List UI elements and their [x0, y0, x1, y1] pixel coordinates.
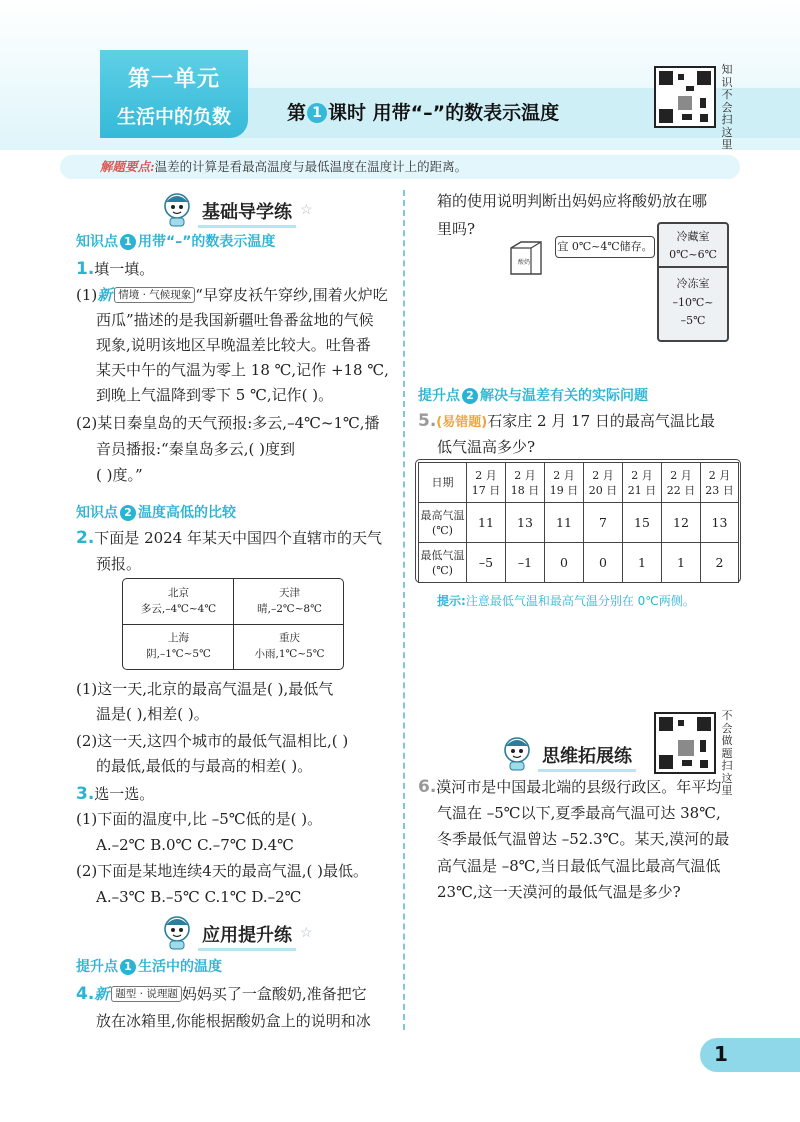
mascot-icon	[498, 734, 536, 772]
q4-line-2: 放在冰箱里,你能根据酸奶盒上的说明和冰	[96, 1012, 371, 1030]
q1-p1-line-1: (1)新 情境 · 气候现象 “早穿皮袄午穿纱,围着火炉吃	[76, 286, 388, 304]
q3-line-1: (1)下面的温度中,比 –5℃低的是( )。	[76, 810, 323, 828]
table-cell: 15	[623, 503, 662, 543]
q1-p1-line-3: 现象,说明该地区早晚温差比较大。吐鲁番	[96, 336, 371, 354]
q3-line-4: A.–3℃ B.–5℃ C.1℃ D.–2℃	[96, 888, 302, 906]
star-icon: ☆	[300, 202, 313, 218]
city-cell: 北京 多云,–4℃~4℃	[140, 587, 217, 615]
lesson-title	[287, 98, 559, 125]
q2-line-2: 预报。	[96, 555, 142, 573]
milk-carton-icon	[505, 240, 547, 276]
table-cell: 13	[506, 503, 545, 543]
kp2: 知识点 2 温度高低的比较	[76, 505, 236, 521]
tip-text: 温差的计算是看最高温度与最低温度在温度计上的距离。	[154, 159, 468, 174]
table-cell: –1	[506, 543, 545, 583]
table-cell: 0	[545, 543, 584, 583]
date-cell: 2 月 17 日	[467, 463, 506, 503]
q6-line-5: 23℃,这一天漠河的最低气温是多少?	[437, 883, 681, 901]
unit-badge	[100, 50, 248, 138]
table-cell: 1	[623, 543, 662, 583]
table-cell: 12	[662, 503, 701, 543]
fridge-bottom-range-1: –10℃~	[672, 296, 714, 309]
date-cell: 2 月 22 日	[662, 463, 701, 503]
lesson-title-text: 课时 用带“–”的数表示温度	[328, 102, 560, 124]
q3-title: 3.选一选。	[76, 784, 155, 804]
table-cell: 2	[701, 543, 739, 583]
q2-sub-4: 的最低,最低的与最高的相差( )。	[96, 757, 313, 775]
qr-side-text: 不 会 做 题 扫 这 里	[721, 709, 733, 797]
q1-p1-line-4: 某天中午的气温为零上 18 ℃,记作 +18 ℃,	[96, 361, 389, 379]
tip-bar	[60, 155, 740, 179]
column-divider	[403, 190, 405, 1030]
q6-line-1: 6.漠河市是中国最北端的县级行政区。年平均	[418, 777, 722, 797]
q5-hint: 提示:注意最低气温和最高气温分别在 0℃两侧。	[437, 594, 695, 608]
q4-line-1: 4.新 题型 · 说理题 妈妈买了一盒酸奶,准备把它	[76, 984, 367, 1004]
qr-side-text: 知 识 不 会 扫 这 里	[721, 63, 733, 151]
row-label-min: 最低气温 (℃)	[419, 543, 467, 583]
q2-sub-2: 温是( ),相差( )。	[96, 705, 209, 723]
table-cell: 7	[584, 503, 623, 543]
q2-sub-3: (2)这一天,这四个城市的最低气温相比,( )	[76, 732, 349, 750]
q4-line-3: 箱的使用说明判断出妈妈应将酸奶放在哪	[437, 192, 708, 210]
qr-code-icon[interactable]	[654, 712, 716, 774]
city-cell: 上海 阴,–1℃~5℃	[146, 632, 211, 660]
table-cell: –5	[467, 543, 506, 583]
storage-bubble: 宜 0℃~4℃储存。	[555, 236, 655, 258]
date-cell: 2 月 20 日	[584, 463, 623, 503]
table-cell: 11	[467, 503, 506, 543]
tp2: 提升点 2 解决与温差有关的实际问题	[418, 388, 648, 404]
tp1: 提升点 1 生活中的温度	[76, 959, 222, 975]
q2-line-1: 2.下面是 2024 年某天中国四个直辖市的天气	[76, 528, 383, 548]
table-header: 日期	[419, 463, 467, 503]
q1-p1-line-2: 西瓜”描述的是我国新疆吐鲁番盆地的气候	[96, 311, 374, 329]
q2-sub-1: (1)这一天,北京的最高气温是( ),最低气	[76, 680, 334, 698]
mascot-icon	[158, 913, 196, 951]
section-extend-title: 思维拓展练	[538, 742, 636, 772]
city-cell: 天津 晴,–2℃~8℃	[257, 587, 322, 615]
q1-p2-line-3: ( )度。”	[96, 466, 143, 484]
lesson-number: 1	[307, 103, 327, 123]
qr-code-icon[interactable]	[654, 66, 716, 128]
table-cell: 1	[662, 543, 701, 583]
section-apply-title: 应用提升练	[198, 921, 296, 951]
lesson-prefix: 第	[287, 102, 307, 124]
mascot-icon	[158, 190, 196, 228]
fridge-top-label: 冷藏室	[676, 230, 710, 243]
table-cell: 0	[584, 543, 623, 583]
q6-line-4: 高气温是 –8℃,当日最低气温比最高气温低	[437, 857, 721, 875]
q1-p2-line-1: (2)某日秦皇岛的天气预报:多云,–4℃~1℃,播	[76, 414, 380, 432]
table-cell: 11	[545, 503, 584, 543]
date-cell: 2 月 23 日	[701, 463, 739, 503]
q5-line-2: 低气温高多少?	[437, 438, 536, 456]
date-cell: 2 月 19 日	[545, 463, 584, 503]
q1-title: 1.填一填。	[76, 259, 155, 279]
table-cell: 13	[701, 503, 739, 543]
unit-title: 第一单元	[127, 66, 220, 92]
q1-p1-line-5: 到晚上气温降到零下 5 ℃,记作( )。	[96, 386, 334, 404]
section-basic-title: 基础导学练	[198, 198, 296, 228]
q3-line-2: A.–2℃ B.0℃ C.–7℃ D.4℃	[96, 836, 294, 854]
page-number-text: 1	[714, 1042, 728, 1066]
q4-line-4: 里吗?	[437, 220, 476, 238]
q6-line-2: 气温在 –5℃以下,夏季最高气温可达 38℃,	[437, 804, 721, 822]
svg-text:酸奶: 酸奶	[518, 259, 531, 266]
unit-subtitle: 生活中的负数	[116, 106, 231, 128]
kp1: 知识点 1 用带“–”的数表示温度	[76, 234, 276, 250]
date-cell: 2 月 21 日	[623, 463, 662, 503]
fridge-bottom-label: 冷冻室	[676, 277, 710, 290]
fridge-top-range: 0℃~6℃	[669, 248, 717, 261]
tip-label: 解题要点:	[100, 159, 155, 174]
row-label-max: 最高气温 (℃)	[419, 503, 467, 543]
q5-line-1: 5.(易错题)石家庄 2 月 17 日的最高气温比最	[418, 411, 715, 431]
city-weather-table	[122, 578, 344, 670]
fridge-bottom-range-2: –5℃	[680, 314, 706, 327]
city-cell: 重庆 小雨,1℃~5℃	[254, 632, 325, 660]
q6-line-3: 冬季最低气温曾达 –52.3℃。某天,漠河的最	[437, 830, 730, 848]
q1-p2-line-2: 音员播报:“秦皇岛多云,( )度到	[96, 440, 295, 458]
page-number	[700, 1038, 800, 1072]
q3-line-3: (2)下面是某地连续4天的最高气温,( )最低。	[76, 862, 369, 880]
temperature-table	[418, 462, 739, 583]
fridge-icon	[657, 222, 729, 342]
star-icon: ☆	[300, 925, 313, 941]
date-cell: 2 月 18 日	[506, 463, 545, 503]
